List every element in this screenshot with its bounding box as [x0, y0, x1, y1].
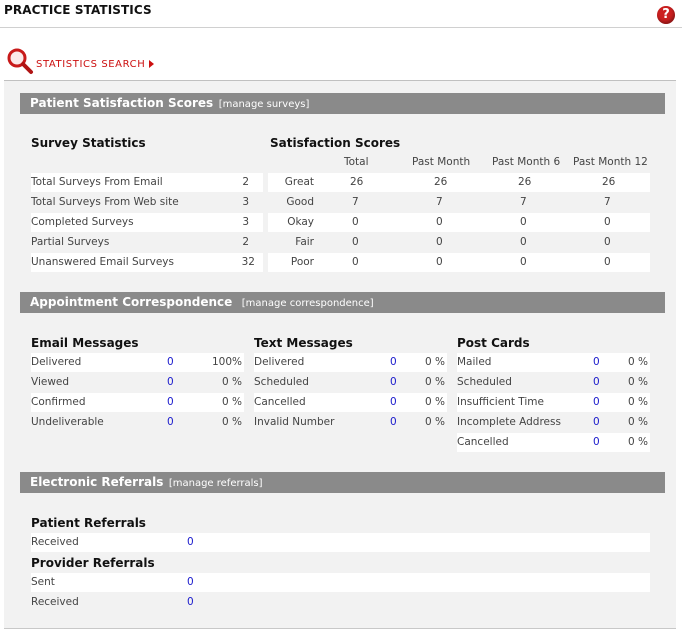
magnifier-icon: [6, 47, 34, 75]
survey-row-label: Completed Surveys: [31, 216, 134, 228]
email-row-pct: 100%: [211, 356, 242, 368]
patient-referral-count[interactable]: 0: [187, 536, 194, 548]
survey-row: [31, 253, 263, 272]
manage-surveys-link[interactable]: [manage surveys]: [218, 99, 310, 110]
scores-row-label: Great: [284, 176, 314, 188]
scores-col-past-month-12: Past Month 12: [573, 156, 648, 168]
post-row-label: Cancelled: [457, 436, 509, 448]
email-row-label: Confirmed: [31, 396, 86, 408]
post-row: [457, 373, 650, 392]
post-row: [457, 413, 650, 432]
provider-referral-count[interactable]: 0: [187, 596, 194, 608]
referrals-section-header: [20, 472, 665, 493]
email-row: [31, 373, 244, 392]
post-row: [457, 353, 650, 372]
manage-referrals-link[interactable]: [manage referrals]: [168, 478, 263, 489]
post-row-pct: 0 %: [628, 436, 648, 448]
post-row-pct: 0 %: [628, 416, 648, 428]
email-row-label: Delivered: [31, 356, 82, 368]
text-row-pct: 0 %: [425, 416, 445, 428]
scores-cell: 7: [520, 196, 527, 208]
email-row: [31, 353, 244, 372]
survey-row: [31, 213, 263, 232]
statistics-panel: [4, 80, 676, 629]
provider-referral-count[interactable]: 0: [187, 576, 194, 588]
page-header: [0, 0, 682, 28]
scores-cell: 26: [518, 176, 532, 188]
scores-row: [268, 193, 650, 212]
scores-col-total: Total: [344, 156, 369, 168]
post-row-count[interactable]: 0: [593, 376, 600, 388]
scores-cell: 0: [520, 236, 527, 248]
statistics-search-label: STATISTICS SEARCH: [36, 58, 146, 70]
text-row-count[interactable]: 0: [390, 416, 397, 428]
scores-row: [268, 233, 650, 252]
patient-referral-label: Received: [31, 536, 79, 548]
text-row: [254, 373, 447, 392]
survey-row-value: 2: [242, 236, 249, 248]
email-row-pct: 0 %: [222, 396, 242, 408]
survey-row-label: Total Surveys From Email: [31, 176, 163, 188]
satisfaction-scores-title: Satisfaction Scores: [270, 136, 401, 150]
text-row-pct: 0 %: [425, 396, 445, 408]
patient-referrals-title: Patient Referrals: [31, 516, 146, 530]
post-row: [457, 393, 650, 412]
survey-row-label: Total Surveys From Web site: [31, 196, 179, 208]
statistics-search-link[interactable]: [6, 46, 154, 76]
correspondence-title: Appointment Correspondence: [30, 295, 233, 309]
provider-referral-label: Sent: [31, 576, 55, 588]
email-row-pct: 0 %: [222, 416, 242, 428]
scores-cell: 7: [436, 196, 443, 208]
post-cards-title: Post Cards: [457, 336, 530, 350]
scores-row-label: Okay: [287, 216, 314, 228]
scores-cell: 0: [604, 236, 611, 248]
provider-referrals-title: Provider Referrals: [31, 556, 155, 570]
text-messages-title: Text Messages: [254, 336, 353, 350]
text-row-label: Scheduled: [254, 376, 309, 388]
text-row-pct: 0 %: [425, 376, 445, 388]
scores-col-past-month: Past Month: [412, 156, 471, 168]
scores-cell: 26: [434, 176, 448, 188]
email-row-count[interactable]: 0: [167, 376, 174, 388]
email-row-count[interactable]: 0: [167, 416, 174, 428]
post-row-count[interactable]: 0: [593, 356, 600, 368]
email-row-pct: 0 %: [222, 376, 242, 388]
text-row-pct: 0 %: [425, 356, 445, 368]
scores-cell: 0: [352, 236, 359, 248]
scores-row: [268, 253, 650, 272]
post-row-count[interactable]: 0: [593, 416, 600, 428]
patient-referral-row: [31, 533, 650, 552]
email-row-count[interactable]: 0: [167, 356, 174, 368]
email-row: [31, 393, 244, 412]
text-row-count[interactable]: 0: [390, 396, 397, 408]
scores-cell: 26: [350, 176, 364, 188]
post-row-pct: 0 %: [628, 376, 648, 388]
text-row-label: Cancelled: [254, 396, 306, 408]
text-row: [254, 353, 447, 372]
scores-cell: 0: [604, 216, 611, 228]
scores-cell: 7: [352, 196, 359, 208]
text-row-count[interactable]: 0: [390, 356, 397, 368]
help-icon[interactable]: ?: [657, 6, 675, 24]
scores-cell: 0: [352, 256, 359, 268]
scores-row-label: Poor: [290, 256, 314, 268]
provider-referral-label: Received: [31, 596, 79, 608]
scores-row-label: Fair: [295, 236, 314, 248]
post-row-label: Scheduled: [457, 376, 512, 388]
survey-row: [31, 193, 263, 212]
text-row-count[interactable]: 0: [390, 376, 397, 388]
scores-cell: 0: [436, 236, 443, 248]
survey-row-label: Partial Surveys: [31, 236, 110, 248]
satisfaction-section-header: [20, 93, 665, 114]
survey-row-value: 3: [242, 216, 249, 228]
scores-cell: 26: [602, 176, 616, 188]
text-row-label: Invalid Number: [254, 416, 335, 428]
manage-correspondence-link[interactable]: [manage correspondence]: [241, 298, 374, 309]
survey-row: [31, 173, 263, 192]
text-row: [254, 393, 447, 412]
scores-col-past-month-6: Past Month 6: [492, 156, 561, 168]
satisfaction-title: Patient Satisfaction Scores: [30, 96, 214, 110]
post-row: [457, 433, 650, 452]
scores-cell: 0: [604, 256, 611, 268]
text-row-label: Delivered: [254, 356, 305, 368]
email-row-label: Undeliverable: [31, 416, 104, 428]
scores-row: [268, 173, 650, 192]
scores-cell: 0: [436, 256, 443, 268]
survey-statistics-title: Survey Statistics: [31, 136, 146, 150]
scores-cell: 0: [520, 216, 527, 228]
survey-row-label: Unanswered Email Surveys: [31, 256, 174, 268]
post-row-label: Insufficient Time: [457, 396, 544, 408]
email-row-count[interactable]: 0: [167, 396, 174, 408]
survey-row-value: 3: [242, 196, 249, 208]
email-row-label: Viewed: [31, 376, 70, 388]
correspondence-section-header: [20, 292, 665, 313]
arrow-right-icon: [149, 60, 154, 68]
survey-row-value: 2: [242, 176, 249, 188]
post-row-count[interactable]: 0: [593, 396, 600, 408]
provider-referral-row: [31, 573, 650, 592]
survey-row-value: 32: [241, 256, 255, 268]
scores-row-label: Good: [286, 196, 314, 208]
post-row-pct: 0 %: [628, 356, 648, 368]
provider-referral-row: [31, 593, 650, 612]
referrals-title: Electronic Referrals: [30, 475, 164, 489]
text-row: [254, 413, 447, 432]
email-messages-title: Email Messages: [31, 336, 139, 350]
post-row-count[interactable]: 0: [593, 436, 600, 448]
post-row-pct: 0 %: [628, 396, 648, 408]
survey-row: [31, 233, 263, 252]
scores-cell: 0: [352, 216, 359, 228]
scores-cell: 0: [436, 216, 443, 228]
scores-cell: 7: [604, 196, 611, 208]
post-row-label: Mailed: [457, 356, 492, 368]
scores-row: [268, 213, 650, 232]
page-title: PRACTICE STATISTICS: [4, 3, 152, 17]
email-row: [31, 413, 244, 432]
scores-cell: 0: [520, 256, 527, 268]
post-row-label: Incomplete Address: [457, 416, 561, 428]
